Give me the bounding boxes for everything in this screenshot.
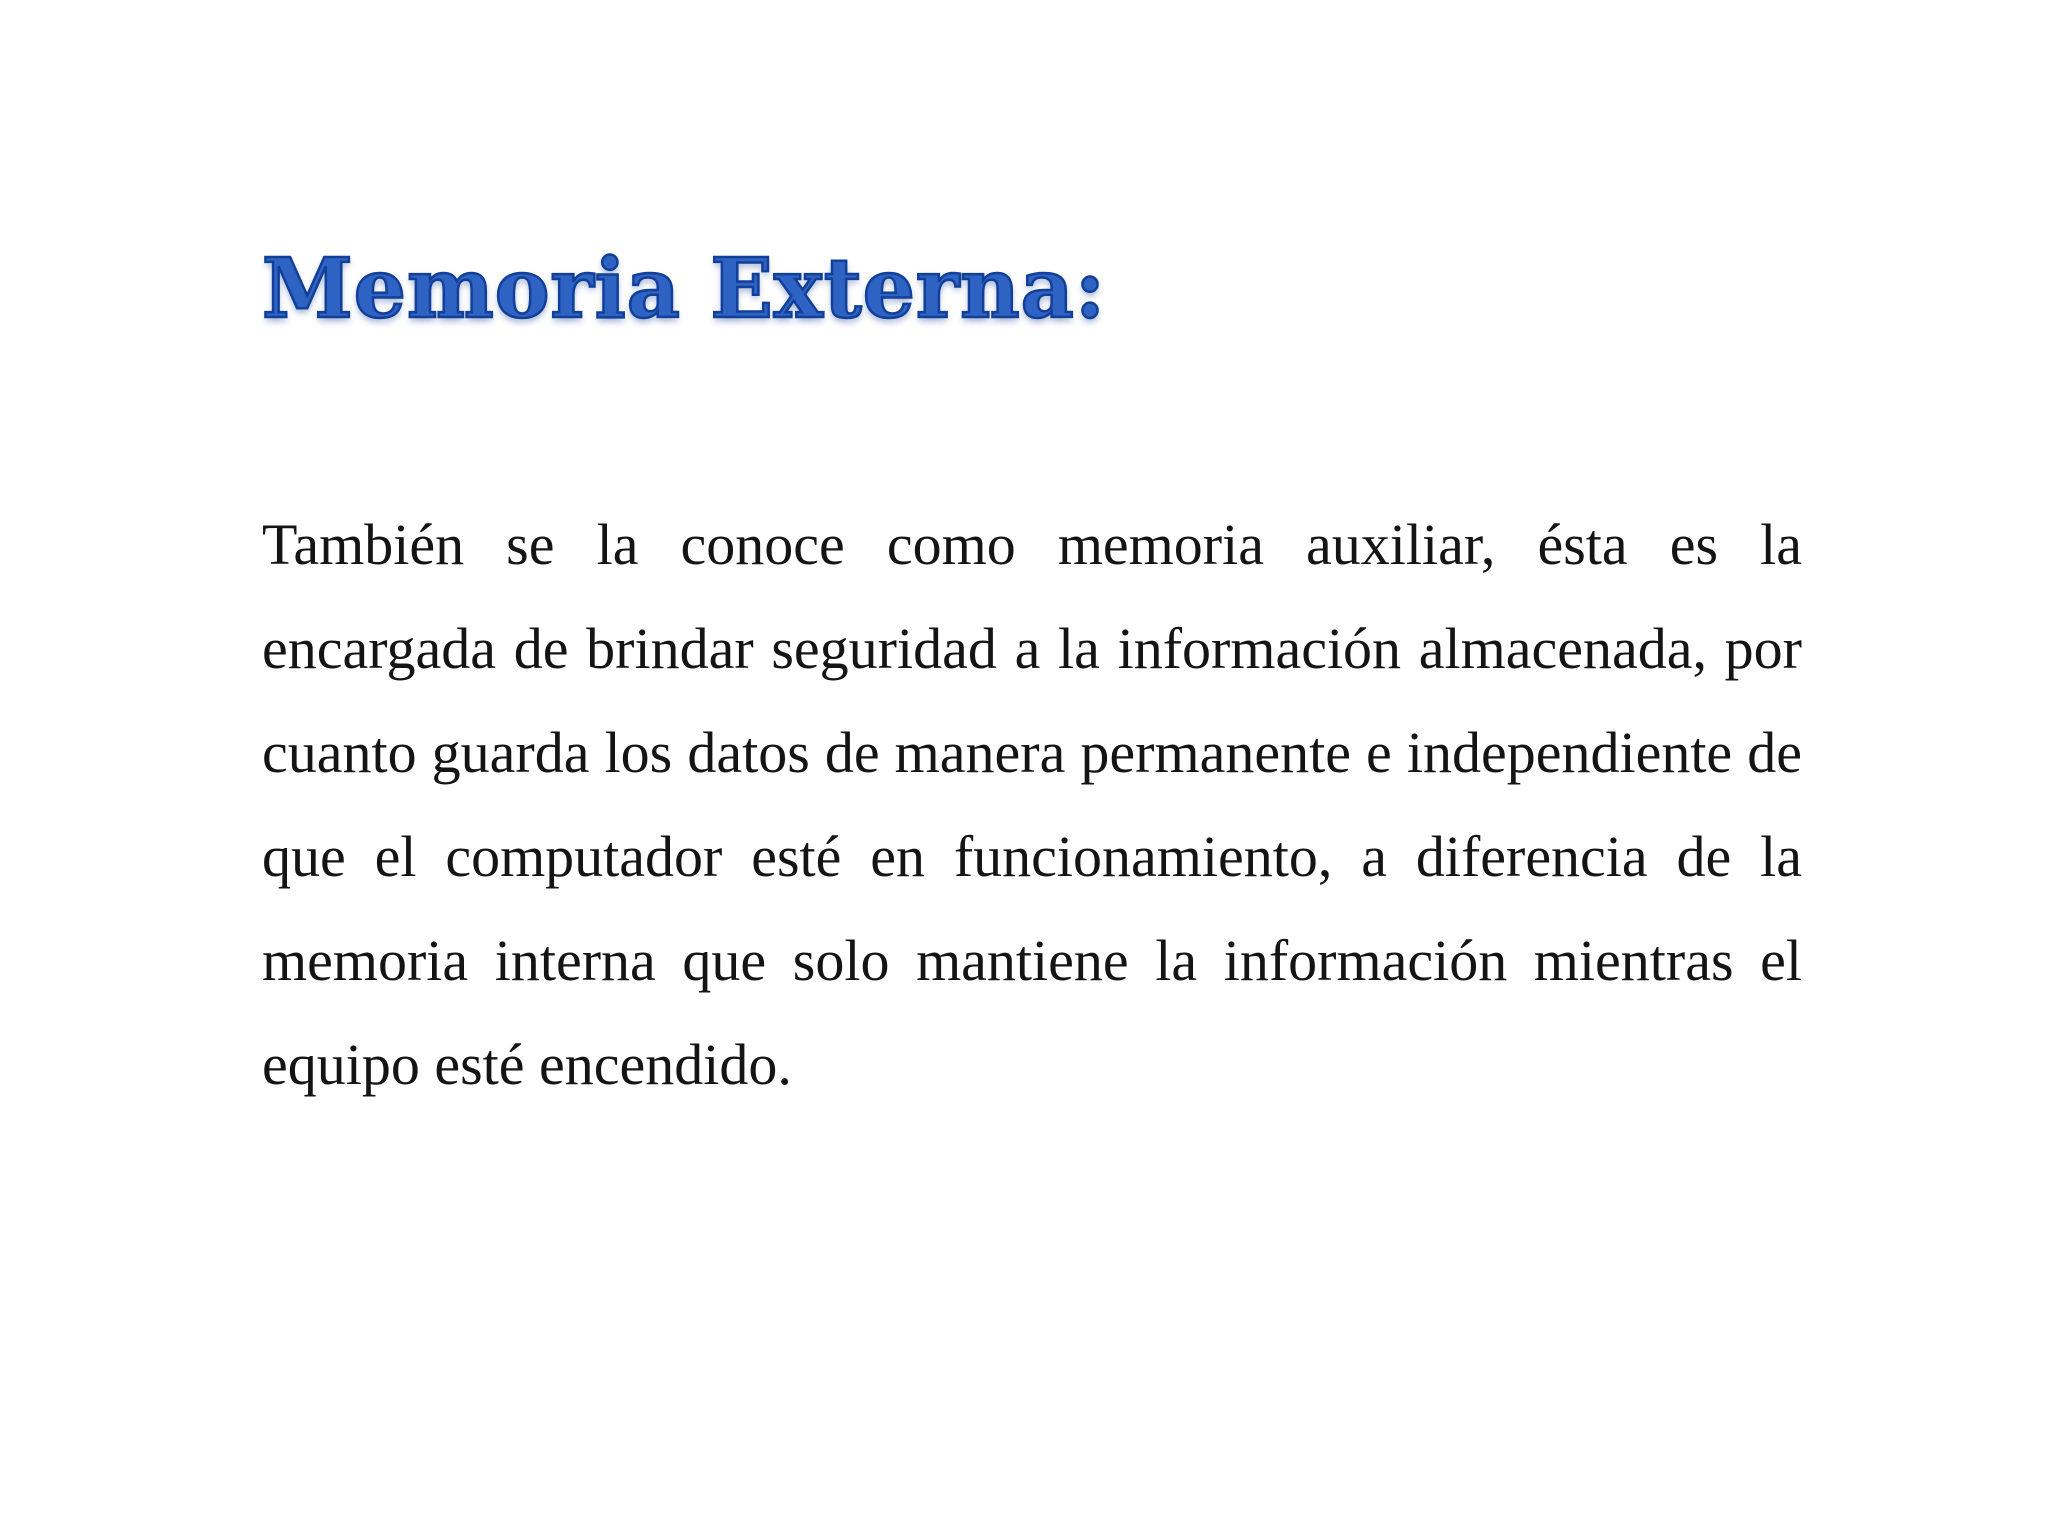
slide-body-text: También se la conoce como memoria auxiliar, ésta es la encargada de brindar seguridad a la información almacenada, por cuanto guarda los datos de manera permanente e independiente de que el computador esté en funcionamiento, a diferencia de la memoria interna que solo mantiene la información mientras el equipo esté encendido. bbox=[262, 512, 1802, 1097]
slide-title: Memoria Externa: bbox=[262, 241, 1107, 337]
